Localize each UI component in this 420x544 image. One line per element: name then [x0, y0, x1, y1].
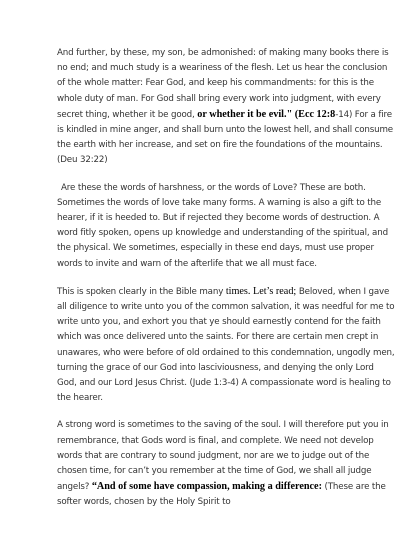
paragraph-text: A strong word is sometimes to the saving of the soul. I will therefore put you in remembrance, that Gods word is final, and complete. We need not develop words that are contrary to sound judgment, nor are we to judge out of the chosen time, for can’t you remember at the time of God, we shall all judge angels? [57, 420, 389, 493]
scripture-quote: or whether it be evil." (Ecc 12:8 [197, 108, 336, 120]
paragraph-words-of-love [57, 181, 396, 272]
paragraph-jude [57, 284, 396, 407]
paragraph-text: And further, by these, my son, be admonished: of making many books there is no end; and much study is a weariness of the flesh. Let us hear the conclusion of the whole matter: Fear God, and keep his commandments: for this is the whole duty of man. For God shall bring every work into judgment, with every secret thing, whether it be good, [57, 48, 389, 120]
paragraph-text: Are these the words of harshness, or the words of Love? These are both. Sometimes the words of love take many forms. A warning is also a gift to the hearer, if it is heeded to. But if rejected they become words of destruction. A word fitly spoken, opens up knowledge and understanding of the spiritual, and the physical. We sometimes, especially in these end days, must use proper words to invite and warn of the afterlife that we all must face. [57, 182, 388, 269]
paragraph-text: Beloved, when I gave all diligence to write unto you of the common salvation, it was needful for me to write unto you, and exhort you that ye should earnestly contend for the faith which was once delivered unto the saints. For there are certain men crept in unawares, who were before of old ordained to this condemnation, ungodly men, turning the grace of our God into lasciviousness, and denying the only Lord God, and our Lord Jesus Christ. (Jude 1:3-4) A compassionate word is healing to the hearer. [57, 286, 395, 404]
scripture-quote: “And of some have compassion, making a difference: [91, 481, 325, 493]
paragraph-ecclesiastes [57, 46, 396, 169]
paragraph-text: -14) For a fire is kindled in mine anger, and shall burn unto the lowest hell, and shall consume the earth with her increase, and set on fire the foundations of the mountains. (Deu 32:22) [57, 109, 393, 166]
paragraph-text: (These are the softer words, chosen by the Holy Spirit to [57, 482, 386, 508]
paragraph-text: This is spoken clearly in the Bible many [57, 286, 226, 297]
lets-read-text: times. Let’s read; [225, 285, 299, 297]
paragraph-strong-word [57, 418, 396, 510]
